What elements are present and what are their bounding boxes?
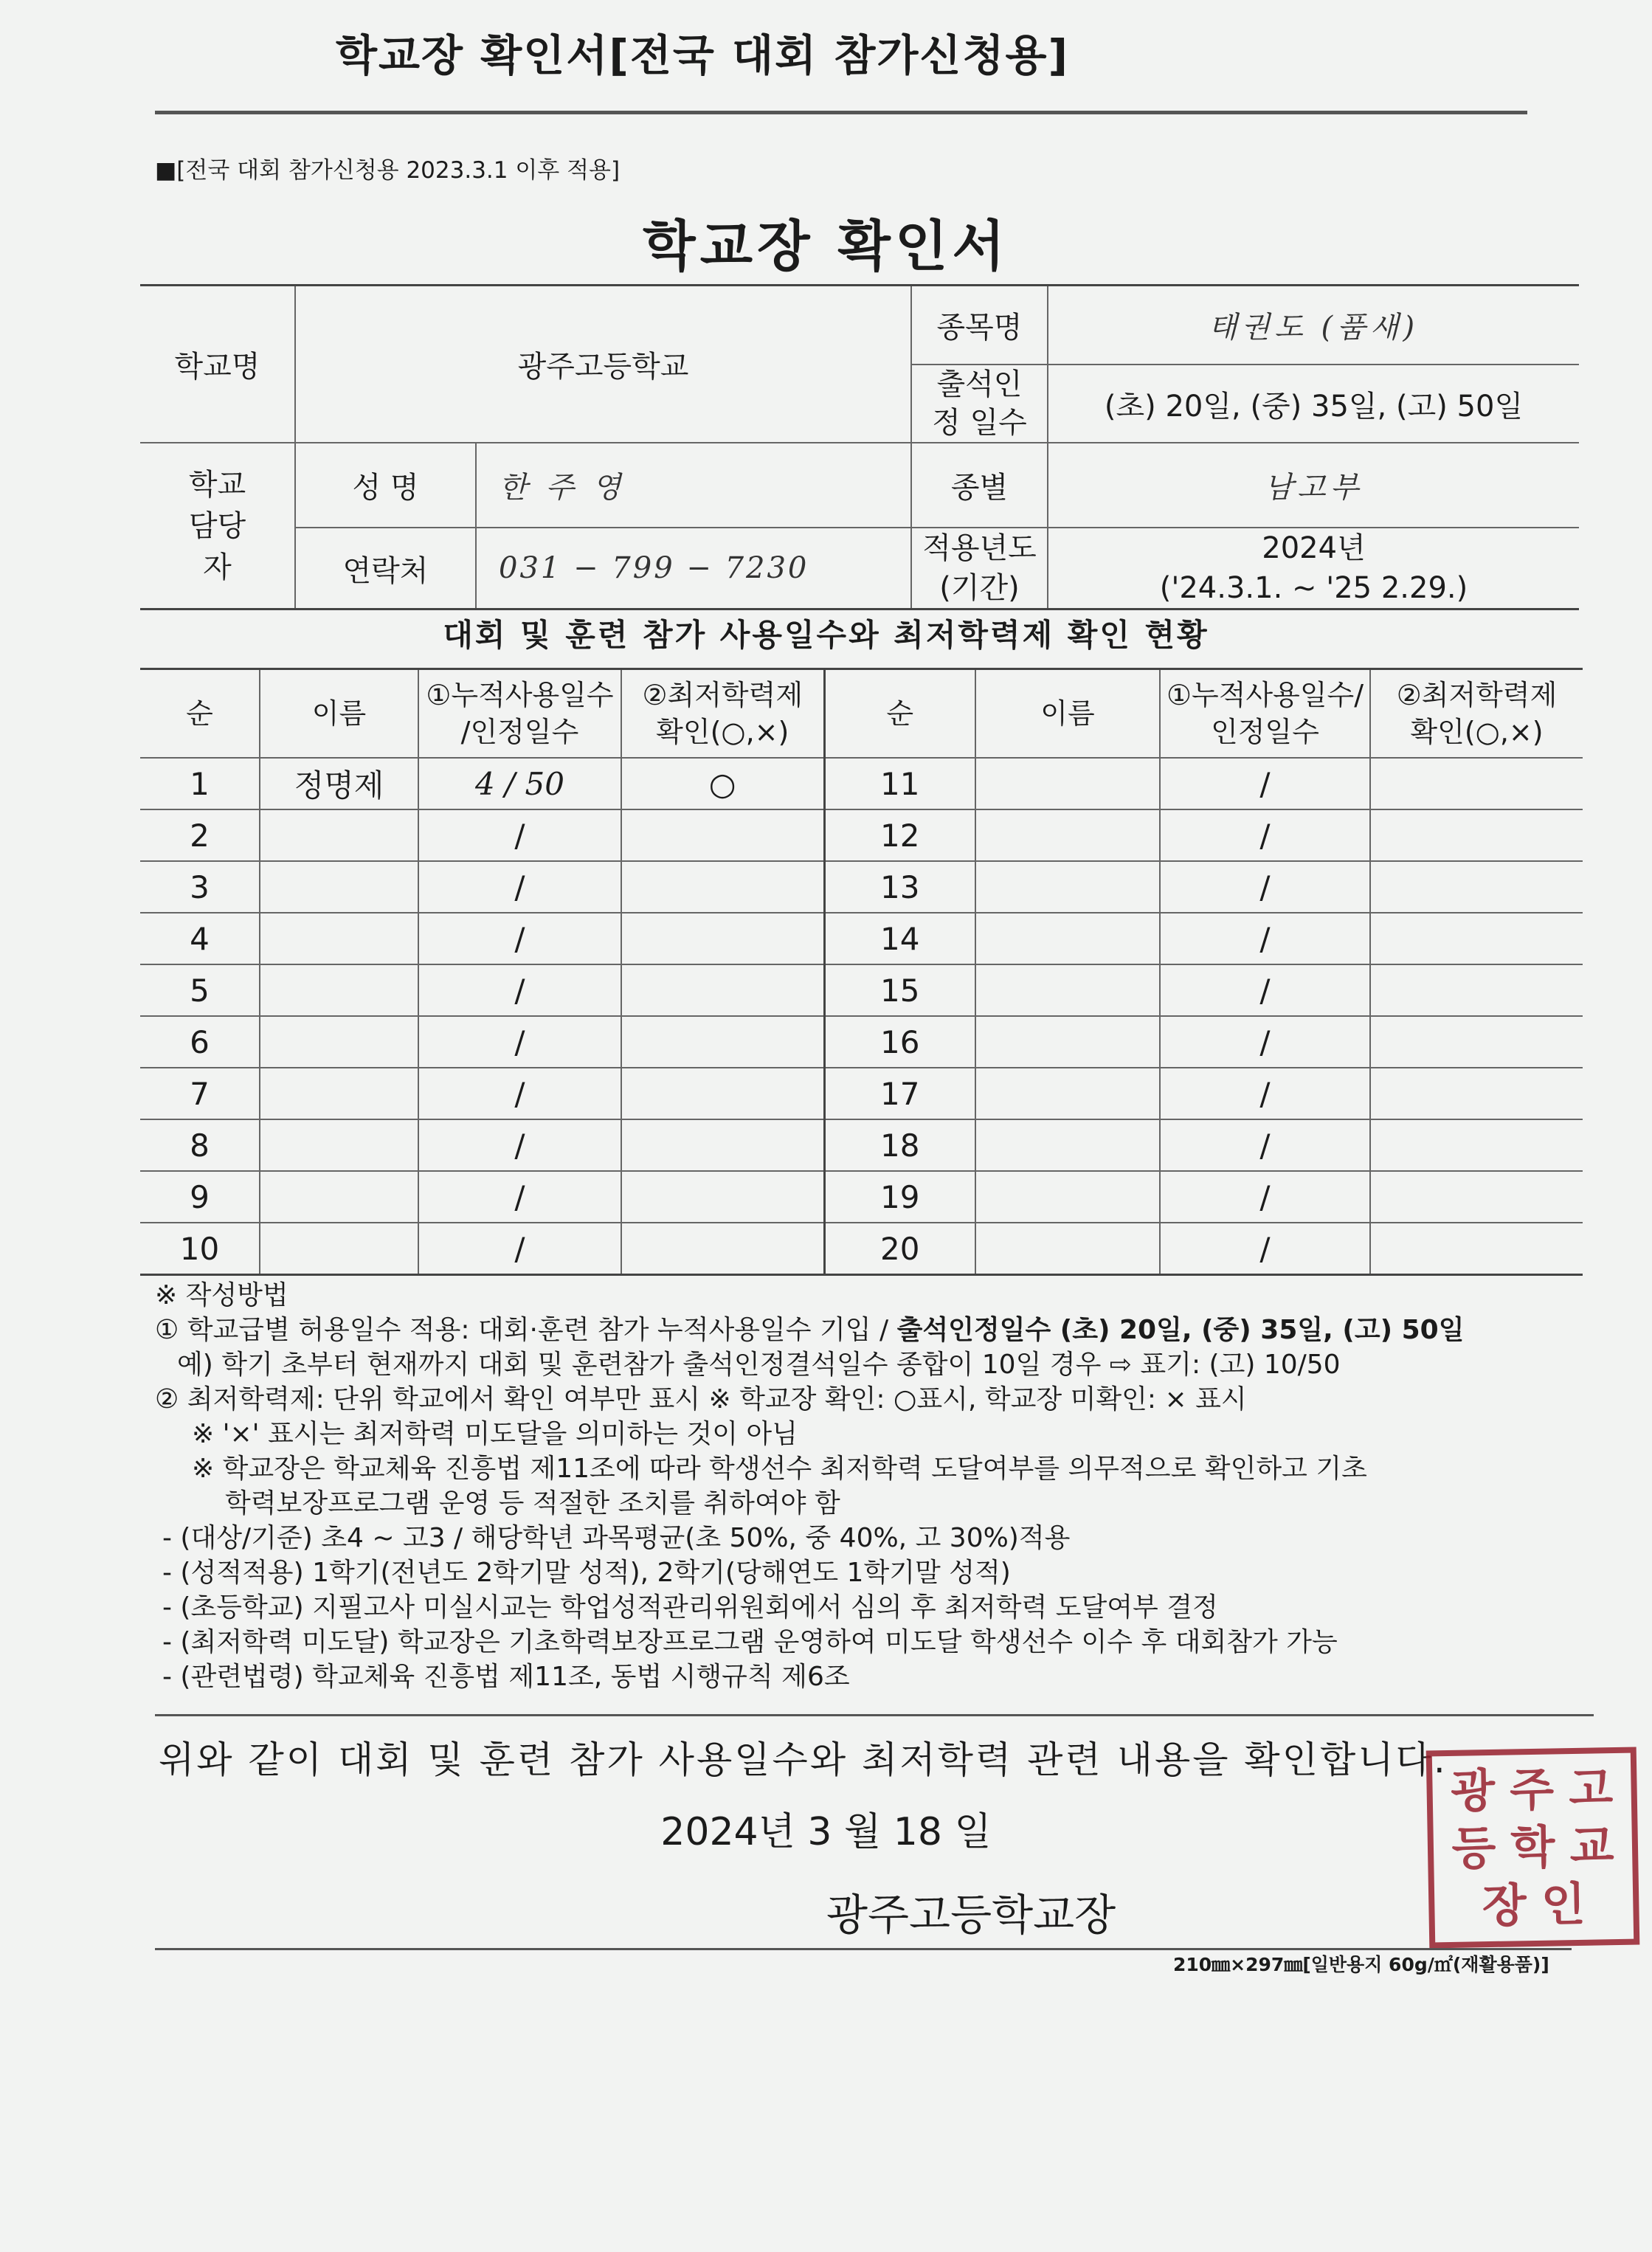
row-check: [621, 809, 824, 861]
row-name: [260, 1119, 418, 1171]
row-no-2: 14: [824, 913, 975, 964]
note-dash-4: - (최저학력 미도달) 학교장은 기초학력보장프로그램 운영하여 미도달 학생선수 이수 후 대회참가 가능: [162, 1627, 1338, 1657]
seal-glyph: 인: [1541, 1876, 1586, 1932]
header-no: 순: [140, 669, 260, 759]
header-no-2: 순: [824, 669, 975, 759]
confirmation-statement: 위와 같이 대회 및 훈련 참가 사용일수와 최저학력 관련 내용을 확인합니다.: [159, 1738, 1448, 1781]
seal-glyph: 광: [1450, 1763, 1496, 1818]
row-check-2: [1370, 809, 1583, 861]
row-days: /: [418, 1223, 621, 1275]
row-no-2: 12: [824, 809, 975, 861]
header-days-line1: ①누적사용일수: [426, 679, 614, 711]
table-row: [140, 1223, 1583, 1275]
table-row: [140, 758, 1583, 809]
row-no: 9: [140, 1171, 260, 1223]
table-row: [140, 1016, 1583, 1068]
row-check: [621, 1068, 824, 1119]
row-name: [260, 1068, 418, 1119]
row-name-2: [975, 809, 1160, 861]
table-row: [140, 861, 1583, 913]
note-2-sub-1: ※ '×' 표시는 최저학력 미도달을 의미하는 것이 아님: [192, 1419, 798, 1449]
seal-glyph: 장: [1482, 1878, 1527, 1933]
note-1-example: 예) 학기 초부터 현재까지 대회 및 훈련참가 출석인정결석일수 종합이 10일 경우 ⇨ 표기: (고) 10/50: [177, 1350, 1341, 1380]
paper-spec: 210㎜×297㎜[일반용지 60g/㎡(재활용품)]: [1173, 1954, 1549, 1975]
header-check2-line2: 확인(○,×): [1410, 716, 1544, 748]
header-days-2: [1160, 669, 1370, 759]
row-name-2: [975, 1119, 1160, 1171]
row-name: [260, 1016, 418, 1068]
row-days-2: /: [1160, 1223, 1370, 1275]
note-dash-5: - (관련법령) 학교체육 진흥법 제11조, 동법 시행규칙 제6조: [162, 1662, 850, 1692]
table-row: [140, 1068, 1583, 1119]
row-no-2: 18: [824, 1119, 975, 1171]
contact-value: 031 − 799 − 7230: [476, 528, 911, 609]
row-check: [621, 1119, 824, 1171]
row-days: 4 / 50: [418, 758, 621, 809]
row-name: [260, 913, 418, 964]
row-check-2: [1370, 913, 1583, 964]
table-row: [140, 913, 1583, 964]
school-value: 광주고등학교: [295, 286, 911, 443]
row-check: [621, 1223, 824, 1275]
year-period: ('24.3.1. ~ '25 2.29.): [1159, 571, 1468, 605]
row-days: /: [418, 1068, 621, 1119]
row-no-2: 15: [824, 964, 975, 1016]
category-value: 남고부: [1048, 443, 1579, 528]
row-name: [260, 1223, 418, 1275]
row-check-2: [1370, 1068, 1583, 1119]
header-days: [418, 669, 621, 759]
note-2-sub-2a: ※ 학교장은 학교체육 진흥법 제11조에 따라 학생선수 최저학력 도달여부를 의무적으로 확인하고 기초: [192, 1454, 1367, 1484]
year-cell: [1048, 528, 1579, 609]
row-name-2: [975, 1016, 1160, 1068]
header-check2-line1: ②최저학력제: [1396, 679, 1558, 711]
row-name-2: [975, 1171, 1160, 1223]
name-label: 성 명: [295, 443, 476, 528]
row-name: [260, 964, 418, 1016]
table-row: [140, 1119, 1583, 1171]
row-days-2: /: [1160, 964, 1370, 1016]
row-check-2: [1370, 1119, 1583, 1171]
row-no: 7: [140, 1068, 260, 1119]
row-days-2: /: [1160, 758, 1370, 809]
row-days-2: /: [1160, 861, 1370, 913]
row-days-2: /: [1160, 1016, 1370, 1068]
row-no-2: 19: [824, 1171, 975, 1223]
signing-date: 2024년 3 월 18 일: [660, 1810, 992, 1854]
header-days2-line1: ①누적사용일수/: [1166, 679, 1364, 711]
header-days-line2: /인정일수: [460, 716, 579, 748]
row-days: /: [418, 1171, 621, 1223]
row-no: 10: [140, 1223, 260, 1275]
row-days: /: [418, 861, 621, 913]
name-value: 한 주 영: [476, 443, 911, 528]
row-days-2: /: [1160, 913, 1370, 964]
event-label: 종목명: [911, 286, 1048, 365]
note-1-bold: 출석인정일수 (초) 20일, (중) 35일, (고) 50일: [896, 1315, 1465, 1345]
row-check-2: [1370, 861, 1583, 913]
header-check: [621, 669, 824, 759]
school-label: 학교명: [140, 286, 295, 443]
note-dash-2: - (성적적용) 1학기(전년도 2학기말 성적), 2학기(당해연도 1학기말 성적): [162, 1558, 1011, 1588]
row-name-2: [975, 964, 1160, 1016]
info-table: [140, 284, 1579, 610]
header-name-2: 이름: [975, 669, 1160, 759]
row-name: [260, 1171, 418, 1223]
apply-note: ■[전국 대회 참가신청용 2023.3.1 이후 적용]: [155, 157, 621, 184]
row-no: 4: [140, 913, 260, 964]
row-days-2: /: [1160, 1171, 1370, 1223]
header-check-line2: 확인(○,×): [656, 716, 789, 748]
row-name: 정명제: [260, 758, 418, 809]
seal-glyph: 고: [1568, 1761, 1614, 1817]
row-check-2: [1370, 1171, 1583, 1223]
row-check-2: [1370, 964, 1583, 1016]
seal-glyph: 등: [1451, 1820, 1497, 1876]
year-label: [911, 528, 1048, 609]
row-name-2: [975, 1223, 1160, 1275]
row-days-2: /: [1160, 1119, 1370, 1171]
row-no-2: 17: [824, 1068, 975, 1119]
notes-heading: ※ 작성방법: [155, 1280, 288, 1310]
row-check: [621, 1171, 824, 1223]
header-name: 이름: [260, 669, 418, 759]
year-value: 2024년: [1262, 531, 1366, 565]
attendance-label-text: 출석인정 일수: [932, 367, 1027, 440]
note-1: [155, 1313, 1601, 1347]
row-no-2: 20: [824, 1223, 975, 1275]
seal-glyph: 교: [1569, 1819, 1615, 1874]
row-days: /: [418, 809, 621, 861]
row-check-2: [1370, 1223, 1583, 1275]
row-days-2: /: [1160, 809, 1370, 861]
note-1-text: ① 학교급별 허용일수 적용: 대회·훈련 참가 누적사용일수 기입 /: [155, 1315, 897, 1345]
row-check: ○: [621, 758, 824, 809]
document-title: 학교장 확인서: [643, 215, 1009, 278]
manager-label-text: 학교 담당자: [188, 467, 246, 584]
row-days: /: [418, 913, 621, 964]
row-check: [621, 861, 824, 913]
note-2-sub-2b: 학력보장프로그램 운영 등 적절한 조치를 취하여야 함: [225, 1488, 840, 1519]
contact-label: 연락처: [295, 528, 476, 609]
table-row: [140, 964, 1583, 1016]
row-days: /: [418, 1016, 621, 1068]
row-check: [621, 913, 824, 964]
row-name-2: [975, 913, 1160, 964]
row-no: 1: [140, 758, 260, 809]
category-label: 종별: [911, 443, 1048, 528]
header-check-2: [1370, 669, 1583, 759]
official-seal: [1426, 1747, 1640, 1949]
row-name: [260, 809, 418, 861]
roster-title: 대회 및 훈련 참가 사용일수와 최저학력제 확인 현황: [443, 617, 1209, 653]
note-dash-1: - (대상/기준) 초4 ~ 고3 / 해당학년 과목평균(초 50%, 중 40%, 고 30%)적용: [162, 1523, 1071, 1553]
table-row: [140, 809, 1583, 861]
note-2: ② 최저학력제: 단위 학교에서 확인 여부만 표시 ※ 학교장 확인: ○표시, 학교장 미확인: × 표시: [155, 1384, 1247, 1415]
row-check-2: [1370, 758, 1583, 809]
roster-table: [140, 668, 1583, 1276]
row-name-2: [975, 861, 1160, 913]
row-name-2: [975, 758, 1160, 809]
top-title: 학교장 확인서[전국 대회 참가신청용]: [336, 30, 1070, 80]
principal-title: 광주고등학교장: [826, 1890, 1116, 1940]
manager-label: [140, 443, 295, 609]
instructions: [155, 1278, 1601, 1694]
seal-glyph: 학: [1510, 1820, 1556, 1875]
seal-glyph: 주: [1509, 1762, 1555, 1817]
row-no: 3: [140, 861, 260, 913]
attendance-value: (초) 20일, (중) 35일, (고) 50일: [1048, 365, 1579, 443]
row-no-2: 13: [824, 861, 975, 913]
header-days2-line2: 인정일수: [1211, 716, 1319, 748]
row-name: [260, 861, 418, 913]
notes-divider: [155, 1714, 1594, 1716]
row-check-2: [1370, 1016, 1583, 1068]
row-days-2: /: [1160, 1068, 1370, 1119]
row-days: /: [418, 1119, 621, 1171]
row-name-2: [975, 1068, 1160, 1119]
header-check-line1: ②최저학력제: [642, 679, 803, 711]
note-dash-3: - (초등학교) 지필고사 미실시교는 학업성적관리위원회에서 심의 후 최저학력 도달여부 결정: [162, 1592, 1218, 1623]
attendance-label: [911, 365, 1048, 443]
year-label-text: 적용년도 (기간): [922, 531, 1037, 605]
row-no: 8: [140, 1119, 260, 1171]
row-check: [621, 964, 824, 1016]
row-no-2: 11: [824, 758, 975, 809]
row-check: [621, 1016, 824, 1068]
event-value: 태권도 (품새): [1048, 286, 1579, 365]
top-divider: [155, 111, 1527, 114]
table-row: [140, 1171, 1583, 1223]
row-no: 6: [140, 1016, 260, 1068]
row-no-2: 16: [824, 1016, 975, 1068]
row-no: 5: [140, 964, 260, 1016]
row-days: /: [418, 964, 621, 1016]
row-no: 2: [140, 809, 260, 861]
